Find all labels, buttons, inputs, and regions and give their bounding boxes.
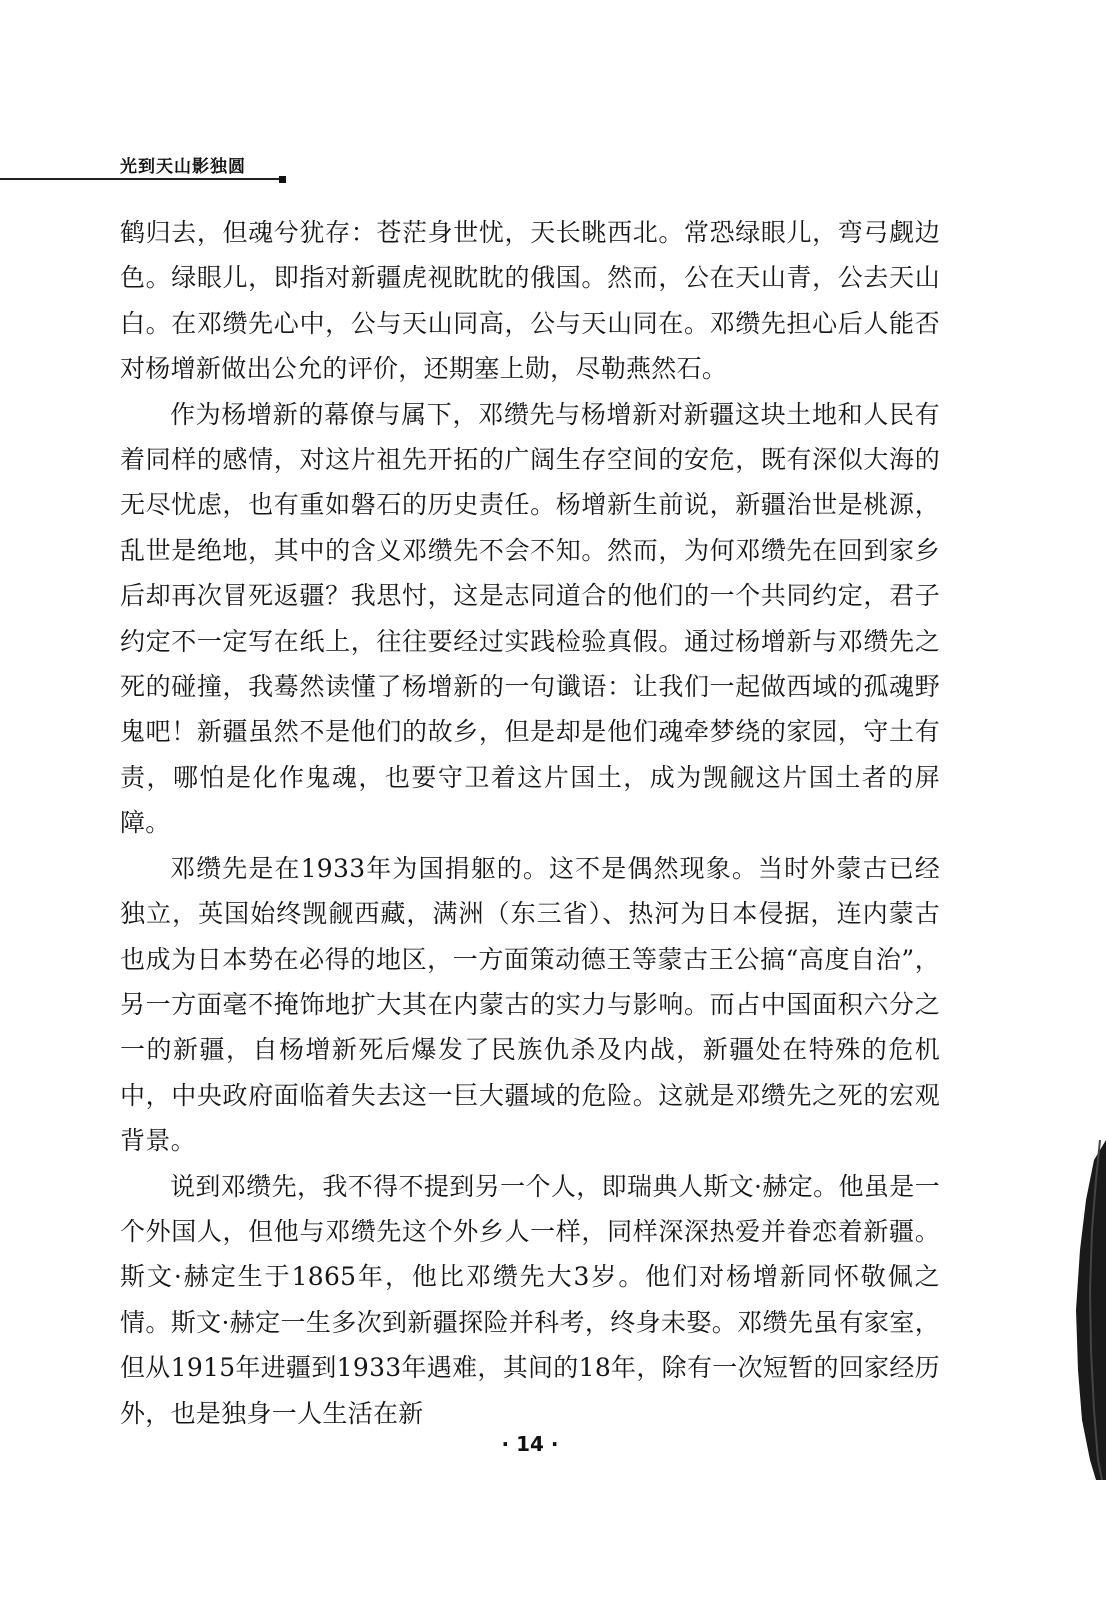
paragraph-2: 作为杨增新的幕僚与属下，邓缵先与杨增新对新疆这块土地和人民有着同样的感情，对这片祖先开拓的广阔生存空间的安危，既有深似大海的无尽忧虑，也有重如磐石的历史责任。杨增新生前说，新疆治世是桃源，乱世是绝地，其中的含义邓缵先不会不知。然而，为何邓缵先在回到家乡后却再次冒死返疆？我思忖，这是志同道合的他们的一个共同约定，君子约定不一定写在纸上，往往要经过实践检验真假。通过杨增新与邓缵先之死的碰撞，我蓦然读懂了杨增新的一句谶语：让我们一起做西域的孤魂野鬼吧！新疆虽然不是他们的故乡，但是却是他们魂牵梦绕的家园，守土有责，哪怕是化作鬼魂，也要守卫着这片国土，成为觊觎这片国土者的屏障。	[120, 399, 940, 838]
paragraph-1: 鹤归去，但魂兮犹存：苍茫身世忧，天长眺西北。常恐绿眼儿，弯弓觑边色。绿眼儿，即指对新疆虎视眈眈的俄国。然而，公在天山青，公去天山白。在邓缵先心中，公与天山同高，公与天山同在。邓缵先担心后人能否对杨增新做出公允的评价，还期塞上勋，尽勒燕然石。	[120, 218, 940, 384]
header-rule	[0, 178, 285, 180]
running-head: 光到天山影独圆	[120, 157, 246, 177]
page-number: · 14 ·	[501, 1432, 559, 1456]
body-text	[120, 210, 940, 1436]
paragraph-4: 说到邓缵先，我不得不提到另一个人，即瑞典人斯文·赫定。他虽是一个外国人，但他与邓缵先这个外乡人一样，同样深深热爱并眷恋着新疆。斯文·赫定生于1865年，他比邓缵先大3岁。他们对杨增新同怀敬佩之情。斯文·赫定一生多次到新疆探险并科考，终身未娶。邓缵先虽有家室，但从1915年进疆到1933年遇难，其间的18年，除有一次短暂的回家经历外，也是独身一人生活在新	[120, 1171, 940, 1428]
header-rule-end-mark	[279, 176, 286, 183]
paragraph-3: 邓缵先是在1933年为国捐躯的。这不是偶然现象。当时外蒙古已经独立，英国始终觊觎西藏，满洲（东三省）、热河为日本侵据，连内蒙古也成为日本势在必得的地区，一方面策动德王等蒙古王公搞“高度自治”，另一方面毫不掩饰地扩大其在内蒙古的实力与影响。而占中国面积六分之一的新疆，自杨增新死后爆发了民族仇杀及内战，新疆处在特殊的危机中，中央政府面临着失去这一巨大疆域的危险。这就是邓缵先之死的宏观背景。	[120, 853, 940, 1156]
scan-edge-shadow	[1036, 1140, 1106, 1480]
